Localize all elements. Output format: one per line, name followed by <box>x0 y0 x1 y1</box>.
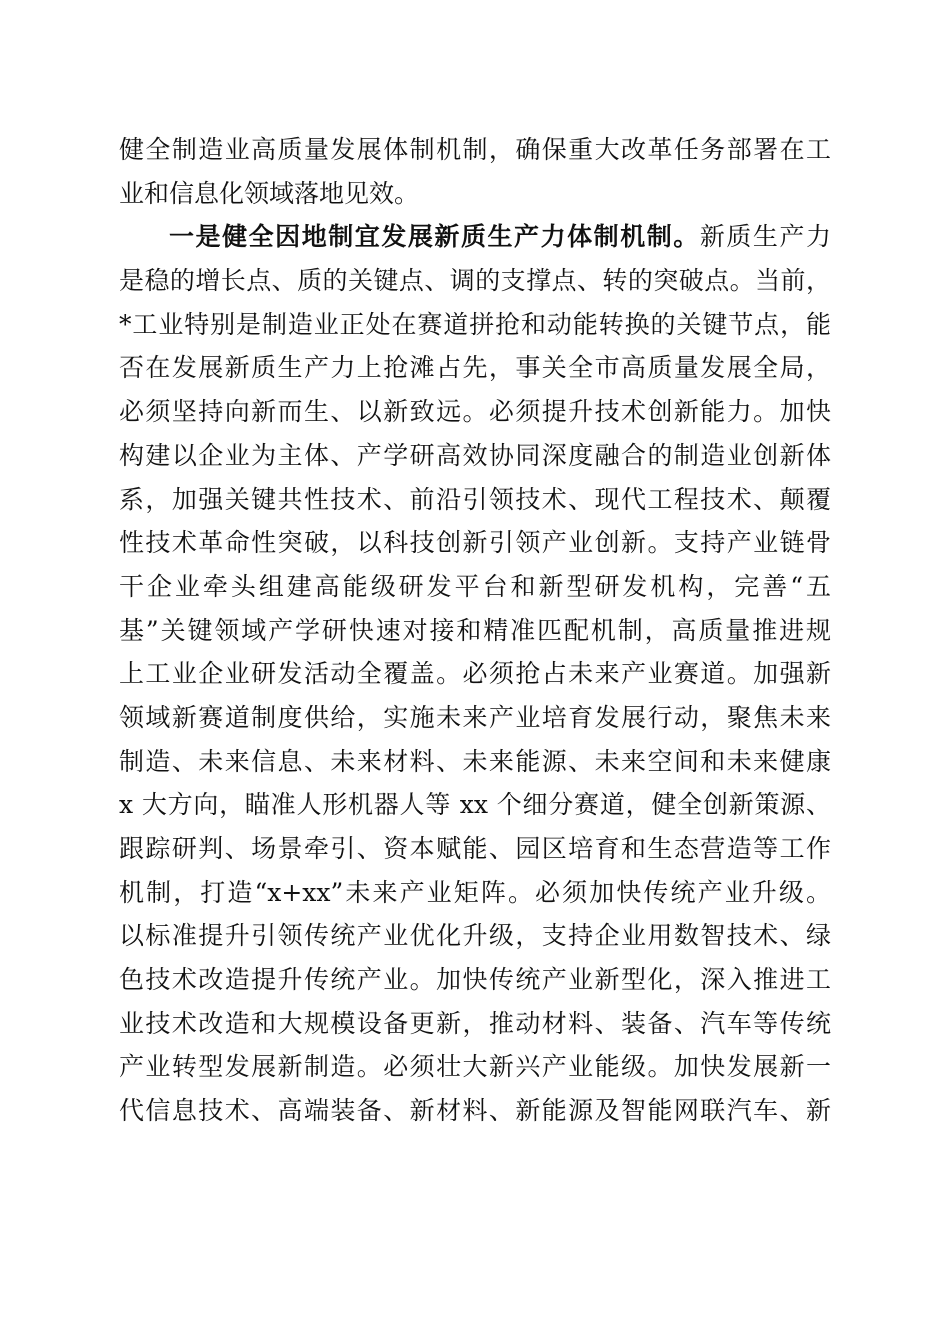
body-line-17: 色技术改造提升传统产业。加快传统产业新型化，深入推进工 <box>119 965 831 995</box>
intro-line-2: 业和信息化领域落地见效。 <box>119 178 420 208</box>
intro-line-1: 健全制造业高质量发展体制机制，确保重大改革任务部署在工 <box>119 135 831 164</box>
section-heading: 一是健全因地制宜发展新质生产力体制机制。 <box>169 222 700 252</box>
body-line-3: 否在发展新质生产力上抢滩占先，事关全市高质量发展全局， <box>119 353 831 383</box>
body-line-11: 领域新赛道制度供给，实施未来产业培育发展行动，聚焦未来 <box>119 702 831 732</box>
body-line-14: 跟踪研判、场景牵引、资本赋能、园区培育和生态营造等工作 <box>119 834 831 863</box>
body-line-8: 干企业牵头组建高能级研发平台和新型研发机构，完善“五 <box>119 571 831 601</box>
body-line-9: 基”关键领域产学研快速对接和精准匹配机制，高质量推进规 <box>119 615 831 645</box>
body-line-5: 构建以企业为主体、产学研高效协同深度融合的制造业创新体 <box>119 440 831 470</box>
body-line-16: 以标准提升引领传统产业优化升级，支持企业用数智技术、绿 <box>119 921 831 951</box>
body-line-10: 上工业企业研发活动全覆盖。必须抢占未来产业赛道。加强新 <box>119 659 831 689</box>
body-line-15: 机制，打造“x+xx”未来产业矩阵。必须加快传统产业升级。 <box>119 877 831 907</box>
section-first-line <box>119 215 831 259</box>
body-line-20: 代信息技术、高端装备、新材料、新能源及智能网联汽车、新 <box>119 1096 831 1126</box>
body-line-4: 必须坚持向新而生、以新致远。必须提升技术创新能力。加快 <box>119 397 831 427</box>
body-line-12: 制造、未来信息、未来材料、未来能源、未来空间和未来健康 <box>119 746 831 776</box>
document-body <box>119 128 831 1133</box>
body-line-7: 性技术革命性突破，以科技创新引领产业创新。支持产业链骨 <box>119 528 831 558</box>
section-first-line-rest: 新质生产力 <box>699 222 831 252</box>
body-line-2: *工业特别是制造业正处在赛道拼抢和动能转换的关键节点，能 <box>119 309 831 339</box>
body-line-6: 系，加强关键共性技术、前沿引领技术、现代工程技术、颠覆 <box>119 484 831 514</box>
body-line-19: 产业转型发展新制造。必须壮大新兴产业能级。加快发展新一 <box>119 1052 831 1082</box>
body-line-1: 是稳的增长点、质的关键点、调的支撑点、转的突破点。当前， <box>119 266 831 296</box>
body-line-13: x 大方向，瞄准人形机器人等 xx 个细分赛道，健全创新策源、 <box>119 790 831 820</box>
body-line-18: 业技术改造和大规模设备更新，推动材料、装备、汽车等传统 <box>119 1008 831 1038</box>
